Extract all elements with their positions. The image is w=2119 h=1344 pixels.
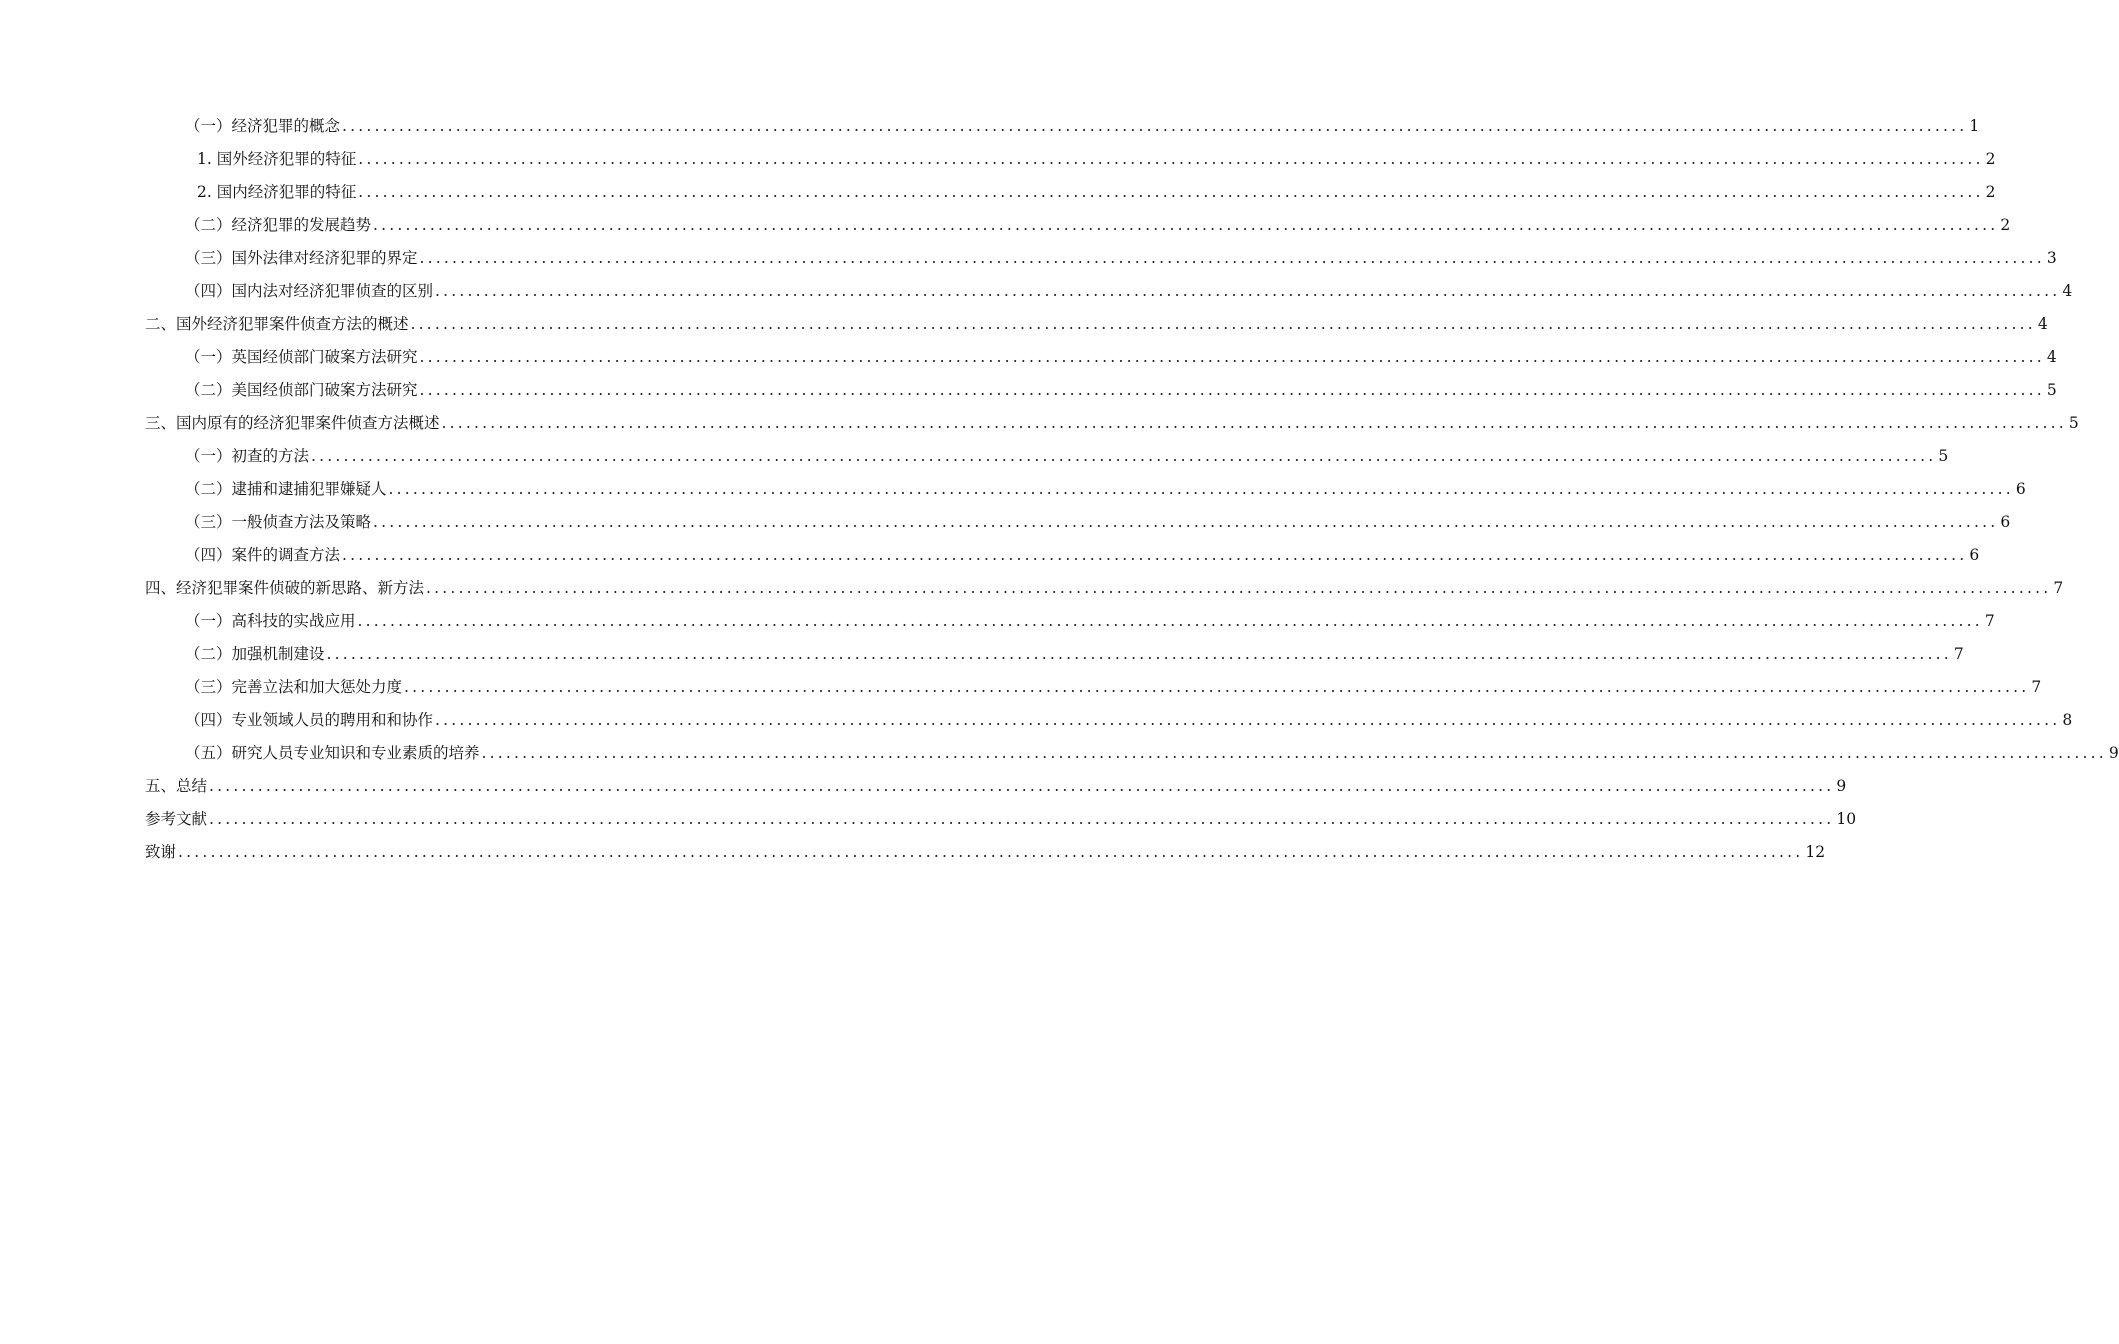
toc-dot-leader: ........................................................................................................................................................................................................: [435, 282, 2061, 300]
toc-dot-leader: ........................................................................................................................................................................................................: [209, 810, 1835, 828]
toc-entry-title: （二）逮捕和逮捕犯罪嫌疑人: [185, 480, 387, 498]
toc-entry-title: 四、经济犯罪案件侦破的新思路、新方法: [145, 579, 425, 597]
toc-entry-title: （一）高科技的实战应用: [185, 612, 356, 630]
toc-entry-title: （一）英国经侦部门破案方法研究: [185, 348, 418, 366]
toc-entry-title: （四）专业领域人员的聘用和和协作: [185, 711, 434, 729]
toc-entry-page: 4: [2037, 315, 2048, 333]
toc-dot-leader: ........................................................................................................................................................................................................: [178, 843, 1804, 861]
toc-dot-leader: ........................................................................................................................................................................................................: [311, 447, 1937, 465]
toc-entry[interactable]: [185, 242, 2057, 275]
toc-dot-leader: ........................................................................................................................................................................................................: [419, 249, 2045, 267]
toc-entry[interactable]: [145, 407, 2079, 440]
toc-entry-page: 7: [1984, 612, 1995, 630]
toc-dot-leader: ........................................................................................................................................................................................................: [426, 579, 2052, 597]
toc-entry[interactable]: [185, 110, 1980, 143]
toc-dot-leader: ........................................................................................................................................................................................................: [441, 414, 2067, 432]
toc-dot-leader: ........................................................................................................................................................................................................: [373, 216, 1999, 234]
toc-entry[interactable]: [145, 308, 2048, 341]
toc-entry-page: 4: [2062, 282, 2073, 300]
toc-entry-title: 致谢: [145, 843, 177, 861]
toc-entry-page: 2: [1985, 183, 1996, 201]
toc-entry[interactable]: [185, 638, 1964, 671]
toc-dot-leader: ........................................................................................................................................................................................................: [435, 711, 2061, 729]
toc-entry[interactable]: [185, 506, 2011, 539]
toc-entry[interactable]: [185, 539, 1980, 572]
toc-dot-leader: ........................................................................................................................................................................................................: [404, 678, 2030, 696]
toc-entry-page: 8: [2062, 711, 2073, 729]
toc-dot-leader: ........................................................................................................................................................................................................: [209, 777, 1835, 795]
toc-entry-page: 10: [1836, 810, 1857, 828]
toc-entry[interactable]: [185, 704, 2073, 737]
toc-dot-leader: ........................................................................................................................................................................................................: [357, 612, 1983, 630]
toc-entry-title: （三）完善立法和加大惩处力度: [185, 678, 403, 696]
toc-entry[interactable]: [185, 671, 2042, 704]
toc-entry-page: 5: [2046, 381, 2057, 399]
toc-entry-page: 2: [1985, 150, 1996, 168]
toc-entry[interactable]: [185, 440, 1949, 473]
toc-entry[interactable]: [197, 143, 1996, 176]
toc-entry-page: 4: [2046, 348, 2057, 366]
toc-dot-leader: ........................................................................................................................................................................................................: [410, 315, 2036, 333]
toc-dot-leader: ........................................................................................................................................................................................................: [342, 546, 1968, 564]
toc-entry[interactable]: [145, 803, 1857, 836]
toc-entry-page: 2: [2000, 216, 2011, 234]
toc-entry-title: （二）美国经侦部门破案方法研究: [185, 381, 418, 399]
toc-entry-title: （四）案件的调查方法: [185, 546, 341, 564]
toc-entry-page: 7: [1953, 645, 1964, 663]
toc-entry-page: 6: [2015, 480, 2026, 498]
toc-entry-page: 3: [2046, 249, 2057, 267]
toc-entry-page: 6: [1969, 546, 1980, 564]
toc-entry[interactable]: [197, 176, 1996, 209]
toc-dot-leader: ........................................................................................................................................................................................................: [419, 348, 2045, 366]
toc-entry[interactable]: [185, 209, 2011, 242]
toc-entry[interactable]: [185, 374, 2057, 407]
toc-entry[interactable]: [185, 605, 1995, 638]
toc-entry-title: （五）研究人员专业知识和专业素质的培养: [185, 744, 480, 762]
toc-entry-page: 7: [2053, 579, 2064, 597]
toc-dot-leader: ........................................................................................................................................................................................................: [481, 744, 2107, 762]
toc-dot-leader: ........................................................................................................................................................................................................: [373, 513, 1999, 531]
toc-entry-page: 5: [2068, 414, 2079, 432]
toc-entry[interactable]: [145, 770, 1847, 803]
toc-entry-title: 三、国内原有的经济犯罪案件侦查方法概述: [145, 414, 440, 432]
toc-dot-leader: ........................................................................................................................................................................................................: [358, 150, 1984, 168]
toc-entry-title: （四）国内法对经济犯罪侦查的区别: [185, 282, 434, 300]
toc-entry-title: 2. 国内经济犯罪的特征: [197, 183, 357, 201]
toc-entry[interactable]: [185, 473, 2026, 506]
toc-entry[interactable]: [185, 737, 2119, 770]
toc-entry[interactable]: [145, 572, 2064, 605]
toc-entry-title: 参考文献: [145, 810, 208, 828]
toc-entry-page: 7: [2031, 678, 2042, 696]
toc-entry-title: 1. 国外经济犯罪的特征: [197, 150, 357, 168]
toc-entry-title: （一）经济犯罪的概念: [185, 117, 341, 135]
table-of-contents: [0, 110, 2119, 869]
toc-entry-title: （二）经济犯罪的发展趋势: [185, 216, 372, 234]
toc-entry-page: 5: [1938, 447, 1949, 465]
toc-entry-title: 五、总结: [145, 777, 208, 795]
toc-entry[interactable]: [145, 836, 1826, 869]
toc-dot-leader: ........................................................................................................................................................................................................: [419, 381, 2045, 399]
toc-dot-leader: ........................................................................................................................................................................................................: [358, 183, 1984, 201]
toc-entry-title: （三）国外法律对经济犯罪的界定: [185, 249, 418, 267]
toc-entry-title: （二）加强机制建设: [185, 645, 325, 663]
toc-entry-title: （一）初查的方法: [185, 447, 310, 465]
toc-dot-leader: ........................................................................................................................................................................................................: [342, 117, 1968, 135]
toc-entry-page: 1: [1969, 117, 1980, 135]
toc-entry-page: 9: [2108, 744, 2119, 762]
toc-entry-title: （三）一般侦查方法及策略: [185, 513, 372, 531]
toc-entry-page: 9: [1836, 777, 1847, 795]
toc-dot-leader: ........................................................................................................................................................................................................: [388, 480, 2014, 498]
toc-entry[interactable]: [185, 341, 2057, 374]
toc-entry-page: 6: [2000, 513, 2011, 531]
toc-entry-title: 二、国外经济犯罪案件侦查方法的概述: [145, 315, 409, 333]
toc-entry-page: 12: [1805, 843, 1826, 861]
toc-dot-leader: ........................................................................................................................................................................................................: [326, 645, 1952, 663]
toc-entry[interactable]: [185, 275, 2073, 308]
